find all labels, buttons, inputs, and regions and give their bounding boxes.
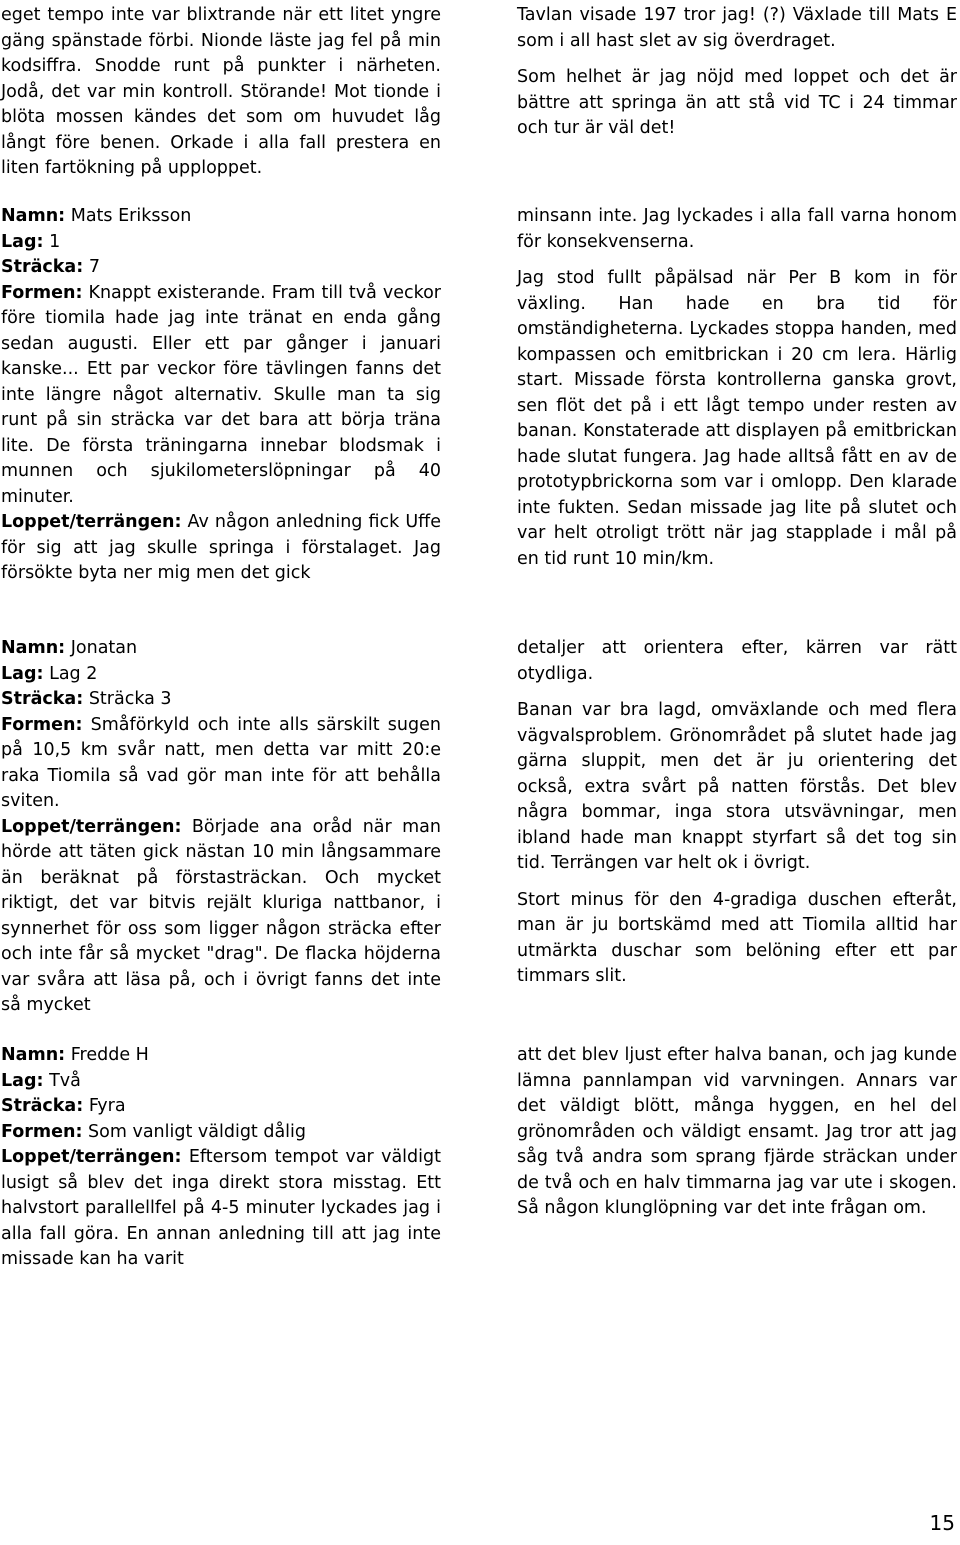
report-jonatan-left bbox=[1, 636, 441, 1019]
namn-label: Namn: bbox=[1, 1045, 66, 1065]
report-mats-right bbox=[517, 204, 957, 572]
loppet-text: Började ana oråd när man hörde att täten gick nästan 10 min långsammare än beräknat på förstasträckan. Och mycket riktigt, det var bitvis rejält kluriga nattbanor, i synnerhet för oss som ligger någon sträcka efter och inte får så mycket "drag". De flacka höjderna var svåra att läsa på, och i övrigt fanns det inte så mycket bbox=[1, 816, 441, 1015]
loppet-text: Av någon anledning fick Uffe för sig att jag skulle springa i förstalaget. Jag försökte byta ner mig men det gick bbox=[1, 512, 441, 583]
stracka-value: Fyra bbox=[88, 1096, 126, 1116]
namn-label: Namn: bbox=[1, 638, 66, 658]
top-right-column bbox=[517, 3, 957, 142]
formen-paragraph bbox=[1, 713, 441, 815]
stracka-value: Sträcka 3 bbox=[88, 689, 172, 709]
namn-value: Jonatan bbox=[70, 638, 138, 658]
lag-value: Två bbox=[49, 1070, 81, 1091]
namn-line bbox=[1, 204, 441, 230]
stracka-value: 7 bbox=[88, 257, 100, 277]
formen-label: Formen: bbox=[1, 1121, 83, 1142]
namn-value: Fredde H bbox=[70, 1045, 149, 1065]
formen-paragraph bbox=[1, 1120, 441, 1146]
summary-paragraph: Som helhet är jag nöjd med loppet och det är bättre att springa än att stå vid TC i 24 timmar och tur är väl det! bbox=[517, 67, 957, 138]
formen-text: Som vanligt väldigt dålig bbox=[88, 1121, 307, 1142]
loppet-paragraph bbox=[1, 815, 441, 1019]
page-number: 15 bbox=[929, 1511, 955, 1535]
continuation-paragraph: eget tempo inte var blixtrande när ett litet yngre gäng spänstade förbi. Nionde läste jag fel på min kodsiffra. Snodde runt på punkter i närheten. Jodå, det var min kontroll. Störande! Mot tionde i blöta mossen kändes det som om huvudet låg långt före benen. Orkade i alla fall prestera en liten fartökning på upploppet. bbox=[1, 5, 441, 178]
lag-value: 1 bbox=[49, 231, 61, 252]
stracka-line bbox=[1, 1094, 441, 1120]
report-jonatan-right bbox=[517, 636, 957, 990]
loppet-paragraph bbox=[1, 510, 441, 587]
lag-line bbox=[1, 662, 441, 688]
report-fredde-left bbox=[1, 1043, 441, 1273]
loppet-paragraph bbox=[1, 1145, 441, 1273]
stracka-line bbox=[1, 255, 441, 281]
formen-text: Småförkyld och inte alls särskilt sugen på 10,5 km svår natt, men detta var mitt 20:e raka Tiomila så vad gör man inte för att behålla sviten. bbox=[1, 714, 441, 811]
formen-label: Formen: bbox=[1, 282, 83, 303]
stracka-label: Sträcka: bbox=[1, 689, 84, 709]
lag-label: Lag: bbox=[1, 231, 44, 252]
formen-paragraph bbox=[1, 281, 441, 511]
stracka-line bbox=[1, 687, 441, 713]
top-left-column bbox=[1, 3, 441, 182]
report-paragraph: Jag stod fullt påpälsad när Per B kom in för växling. Han hade en bra tid för omständigheterna. Lyckades stoppa handen, med kompassen och emitbrickan i 20 cm lera. Härlig start. Missade första kontrollerna ganska grovt, sen flöt det på i ett lågt tempo under resten av banan. Konstaterade att displayen på emitbrickan hade slutat fungera. Jag hade alltså fått en av de prototypbrickorna som var i omlopp. Den klarade inte fukten. Sedan missade jag lite på slutet och var helt otroligt trött när jag stapplade i mål på en tid runt 10 min/km. bbox=[517, 268, 957, 569]
namn-value: Mats Eriksson bbox=[70, 206, 192, 226]
lag-line bbox=[1, 1069, 441, 1095]
report-paragraph: detaljer att orientera efter, kärren var rätt otydliga. bbox=[517, 638, 957, 684]
namn-line bbox=[1, 636, 441, 662]
lag-label: Lag: bbox=[1, 1070, 44, 1091]
loppet-label: Loppet/terrängen: bbox=[1, 816, 182, 837]
stracka-label: Sträcka: bbox=[1, 257, 84, 277]
report-paragraph: minsann inte. Jag lyckades i alla fall varna honom för konsekvenserna. bbox=[517, 206, 957, 252]
loppet-text: Eftersom tempot var väldigt lusigt så blev det inga direkt stora misstag. Ett halvstort parallellfel på 4-5 minuter lyckades jag i alla fall göra. En annan anledning till att jag inte missade kan ha varit bbox=[1, 1147, 441, 1269]
namn-label: Namn: bbox=[1, 206, 66, 226]
formen-text: Knappt existerande. Fram till två veckor före tiomila hade jag inte tränat en enda gång sedan augusti. Eller ett par gånger i januari kanske... Ett par veckor före tävlingen fanns det inte längre något alternativ. Skulle man ta sig runt på sin sträcka var det bara att börja träna lite. De första träningarna innebar blodsmak i munnen och sjukilometerslöpningar på 40 minuter. bbox=[1, 282, 441, 507]
report-paragraph: att det blev ljust efter halva banan, och jag kunde lämna pannlampan vid varvningen. Annars var det väldigt blött, många hyggen, en hel del grönområden och väldigt ensamt. Jag tror att jag såg två andra som sprang fjärde sträckan under de två och en halv timmarna jag var ute i skogen. Så någon klunglöpning var det inte frågan om. bbox=[517, 1045, 957, 1218]
lag-line bbox=[1, 230, 441, 256]
loppet-label: Loppet/terrängen: bbox=[1, 512, 182, 532]
report-paragraph: Stort minus för den 4-gradiga duschen efteråt, man är ju bortskämd med att Tiomila alltid har utmärkta duschar som belöning efter ett par timmars slit. bbox=[517, 889, 957, 986]
namn-line bbox=[1, 1043, 441, 1069]
report-fredde-right bbox=[517, 1043, 957, 1222]
loppet-label: Loppet/terrängen: bbox=[1, 1147, 182, 1167]
report-paragraph: Banan var bra lagd, omväxlande och med flera vägvalsproblem. Grönområdet på slutet hade jag gärna sluppit, men det är ju orientering det också, extra svårt på natten förstås. Det blev några bommar, inga stora utsvävningar, men ibland hade man knappt styrfart så det tog sin tid. Terrängen var helt ok i övrigt. bbox=[517, 700, 957, 873]
lag-label: Lag: bbox=[1, 663, 44, 684]
lag-value: Lag 2 bbox=[49, 663, 98, 684]
formen-label: Formen: bbox=[1, 714, 83, 735]
continuation-paragraph-end: Tavlan visade 197 tror jag! (?) Växlade till Mats E som i all hast slet av sig överdraget. bbox=[517, 5, 957, 51]
stracka-label: Sträcka: bbox=[1, 1096, 84, 1116]
report-mats-left bbox=[1, 204, 441, 587]
